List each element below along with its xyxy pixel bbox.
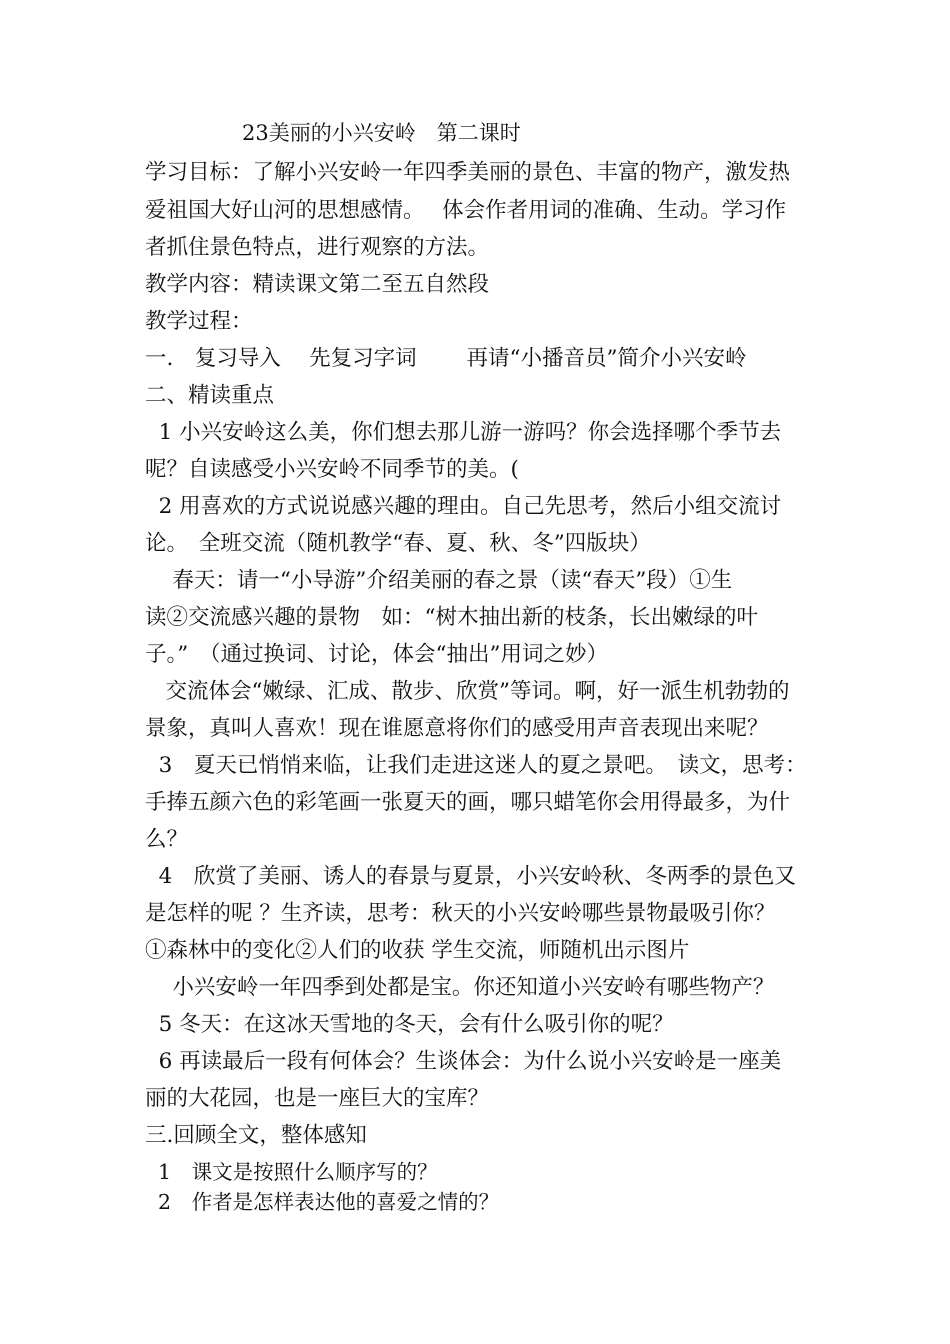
text-line: 景象，真叫人喜欢！现在谁愿意将你们的感受用声音表现出来呢？ <box>145 716 769 741</box>
text-line: 爱祖国大好山河的思想感情。 体会作者用词的准确、生动。学习作 <box>145 198 787 223</box>
text-line: 2 作者是怎样表达他的喜爱之情的？ <box>145 1190 500 1214</box>
document-title: 23美丽的小兴安岭 第二课时 <box>242 121 521 145</box>
text-line: 2 用喜欢的方式说说感兴趣的理由。自己先思考，然后小组交流讨 <box>145 494 782 519</box>
text-line: 子。” （通过换词、讨论，体会“抽出”用词之妙） <box>145 642 608 667</box>
text-line: 3 夏天已悄悄来临，让我们走进这迷人的夏之景吧。 读文，思考： <box>145 753 807 778</box>
text-line: 读②交流感兴趣的景物 如：“树木抽出新的枝条，长出嫩绿的叶 <box>145 605 758 630</box>
text-line: 1 课文是按照什么顺序写的？ <box>145 1160 438 1184</box>
text-line: ①森林中的变化②人们的收获 学生交流，师随机出示图片 <box>145 938 690 963</box>
text-line: 手捧五颜六色的彩笔画一张夏天的画，哪只蜡笔你会用得最多，为什 <box>145 790 791 815</box>
text-line: 论。 全班交流（随机教学“春、夏、秋、冬”四版块） <box>145 531 651 556</box>
section-heading: 二、精读重点 <box>145 383 275 408</box>
text-line: 交流体会“嫩绿、汇成、散步、欣赏”等词。啊，好一派生机勃勃的 <box>145 679 790 704</box>
text-line: 1 小兴安岭这么美，你们想去那儿游一游吗？你会选择哪个季节去 <box>145 420 782 445</box>
text-line: 一. 复习导入 先复习字词 再请“小播音员”简介小兴安岭 <box>145 346 747 371</box>
text-line: 么？ <box>145 827 189 852</box>
text-line: 小兴安岭一年四季到处都是宝。你还知道小兴安岭有哪些物产？ <box>145 975 775 1000</box>
text-line: 6 再读最后一段有何体会？生谈体会：为什么说小兴安岭是一座美 <box>145 1049 782 1074</box>
text-line: 春天：请一“小导游”介绍美丽的春之景（读“春天”段）①生 <box>145 568 733 593</box>
text-line: 学习目标：了解小兴安岭一年四季美丽的景色、丰富的物产，激发热 <box>145 160 791 185</box>
text-line: 者抓住景色特点，进行观察的方法。 <box>145 235 490 260</box>
text-line: 4 欣赏了美丽、诱人的春景与夏景，小兴安岭秋、冬两季的景色又 <box>145 864 796 889</box>
text-line: 是怎样的呢 ？生齐读，思考：秋天的小兴安岭哪些景物最吸引你？ <box>145 901 776 926</box>
text-line: 教学内容：精读课文第二至五自然段 <box>145 272 490 297</box>
text-line: 丽的大花园，也是一座巨大的宝库？ <box>145 1086 490 1111</box>
text-line: 5 冬天：在这冰天雪地的冬天，会有什么吸引你的呢？ <box>145 1012 674 1037</box>
section-heading: 三.回顾全文，整体感知 <box>145 1123 367 1148</box>
text-line: 教学过程： <box>145 309 253 334</box>
text-line: 呢？自读感受小兴安岭不同季节的美。( <box>145 457 519 482</box>
